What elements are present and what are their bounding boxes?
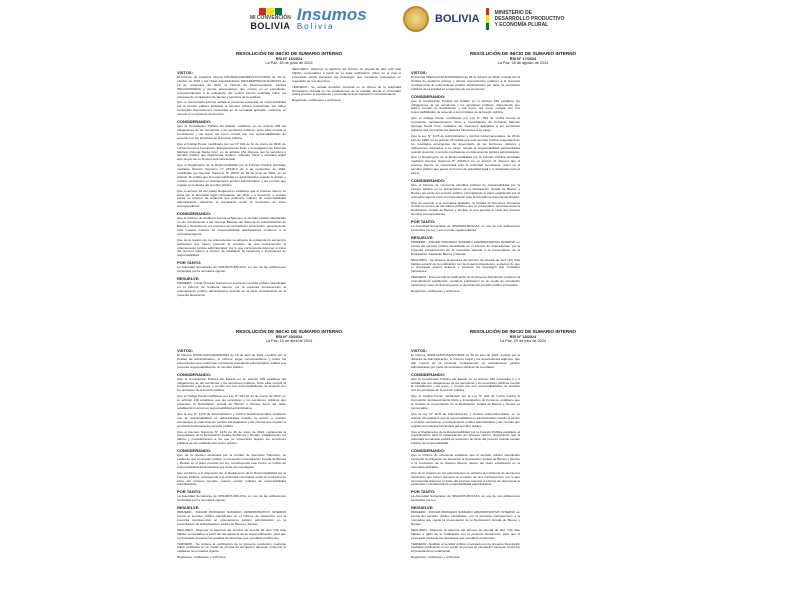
section-label: RESUELVE: [177,276,200,282]
section-label: VISTOS: [411,70,427,75]
resolution-number: RSI N° 20/2024 [275,334,303,339]
section-label: POR TANTO: [411,219,436,225]
ministry-name: MINISTERIO DE DESARROLLO PRODUCTIVO Y ECONOMÍA PLURAL [494,10,565,28]
resolution-panel [174,46,404,302]
paragraph: La Autoridad Sumariante de INSUMOS-BOLIVIA, en uso de sus atribuciones conferidas por ley: [411,494,520,503]
section-label: CONSIDERANDO: [411,177,446,183]
resolution-panel [408,324,638,580]
paragraph: Que el Código Penal, modificado por la Ley N° 004 de Lucha Contra la Corrupción, Enriquecimiento Ilícito e Investigación de Fortunas, establece que la omisión de presentación de la Declaración Jurada de Bienes y Rentas es sancionable. [411,394,520,410]
header-right [403,0,643,38]
flag-squares-icon [259,8,282,15]
paragraph: Que el informe de referencia establece que el servidor público identificado incumplió la obligación de presentar la Declaración Jurada de Bienes y Rentas a la conclusión de la relación laboral, dentro del plazo establecido en la normativa aplicable. [411,453,520,469]
paragraph: Que conforme a lo dispuesto por el Reglamento de la Responsabilidad por la Función Pública, corresponde a la autoridad sumariante emitir la resolución de inicio del proceso sumario cuando existan indicios de responsabilidad administrativa. [177,470,286,487]
resolution-place-date: La Paz, 29 de julio de 2024 [499,339,547,343]
paragraph: Que la Constitución Política del Estado en el artículo 235 establece las obligaciones de las servidoras y los servidores públicos, disponiendo que deben cumplir la Constitución y las leyes, así como cumplir con sus responsabilidades de acuerdo a los principios de la función pública. [411,98,520,115]
section-label: CONSIDERANDO: [177,119,212,125]
section-label: RESUELVE: [411,235,434,240]
paragraph: El Informe de Auditoría Interna INF/AMI/GCE/MDPI/LTC/17/2023 de 29 de octubre de 2023 y las Hojas Administrativas INF/ADM/PPEC/1/111/2023/1 de 12 de noviembre de 2023, el Informe de Recomendación Jurídica INF/JJ/LPD/2024 y demás antecedentes que cursan en el expediente, correspondientes a la evaluación del control interno realizada sobre los procesos de contratación de bienes y servicios de la entidad. [177,75,286,99]
paragraph: Que de la revisión efectuada por la Unidad de Recursos Humanos, se evidenció que el servidor público no presentó su Declaración Jurada de Bienes y Rentas en el plazo previsto por ley, constituyendo este hecho un indicio de responsabilidad administrativa que debe ser investigado. [177,453,286,469]
paragraph: El Informe INSOL/GAF/UAA/045/2024 de 26 de febrero de 2024, emitido por la Unidad de Auditoría Interna y demás antecedentes relativos a la presunta contravención al ordenamiento jurídico administrativo por parte de servidores públicos de la entidad en el ejercicio de sus funciones. [411,75,520,91]
paragraph: Que la Ley N° 1178 de Administración y Control Gubernamentales, de 20 de julio de 1990, en su artículo 28 señala que todo servidor público responderá de los resultados emergentes del desempeño de las funciones, deberes y atribuciones asignados a su cargo, siendo la responsabilidad administrativa cuando la acción u omisión contraviene el ordenamiento jurídico administrativo. [411,133,520,154]
paragraph: Que el artículo 18 del citado Reglamento establece que el proceso interno se inicia por la autoridad legal competente, de oficio o a denuncia, o cuando exista un informe de auditoría que evidencie indicios de responsabilidad administrativa, debiendo el sumariante emitir la resolución de inicio correspondiente. [177,188,286,209]
section-label: VISTOS: [177,70,193,75]
paragraph: Que de la revisión de los antecedentes se advierte la existencia de elementos suficientes que hacen presumir la comisión de una contravención, por lo que corresponde disponer el inicio del proceso sumario a efectos de determinar la existencia o inexistencia de responsabilidad administrativa. [411,470,520,487]
paragraph: Que el informe de referencia identifica indicios de responsabilidad por la función pública en la presentación de la Declaración Jurada de Bienes y Rentas por parte del servidor público, incumpliendo el plazo establecido por la normativa vigente para su presentación ante la Contraloría General del Estado. [411,182,520,199]
paragraph: Regístrese, notifíquese y archívese. [177,555,227,560]
paragraph: La Autoridad Sumariante de INSUMOS-BOLIVIA, en uso de las atribuciones conferidas por la normativa vigente: [177,265,286,274]
paragraph: Que el Código Penal, modificado por Ley N° 004 de 31 de marzo de 2010, de Lucha Contra la Corrupción, Enriquecimiento Ilícito e Investigación de Fortunas Marcelo Quiroga Santa Cruz, en su artículo 154 dispone que la servidora o servidor público que ilegalmente omitiere, rehusare hacer o retardare algún acto propio de su función será sancionado. [177,141,286,162]
paragraph: TERCERO.- Encomendar la notificación de la presente Resolución conforme al procedimiento establecido, mediante publicación en un medio de circulación nacional en caso de desconocerse el domicilio del servidor público procesado. [411,275,520,288]
flag-stripe-icon [486,8,489,30]
mi-convencion-logo [250,8,291,31]
resolution-body [411,346,635,580]
section-label: CONSIDERANDO: [411,371,446,377]
resolution-panel [174,324,404,580]
state-name: BOLIVIA [435,13,480,25]
paragraph: SEGUNDO.- Disponer la apertura del término de prueba de diez (10) días hábiles computables a partir del día siguiente de su legal notificación, para que el procesado presente las pruebas de descargo que considere pertinentes. [177,527,286,540]
paragraph: TERCERO.- Notificar al servidor público procesado con la presente Resolución mediante publicación en un medio de prensa de circulación nacional, conforme al procedimiento establecido. [411,541,520,554]
logo1-small-text: MI CONVENCIÓN [250,14,291,21]
paragraph: Que el Código Penal, modificado por Ley N° 004 de Lucha Contra la Corrupción, Enriquecimiento Ilícito e Investigación de Fortunas Marcelo Quiroga Santa Cruz, establece las sanciones aplicables a los servidores públicos que incumplan los deberes inherentes a su cargo. [411,116,520,132]
resolution-panel [408,46,638,302]
paragraph: PRIMERO.- INICIAR PROCESO SUMARIO ADMINISTRATIVO INTERNO contra el servidor público identificado en el informe de referencia, por la presunta contravención al ordenamiento jurídico administrativo en la presentación de la Declaración Jurada de Bienes y Rentas. [177,510,286,526]
paragraph: Que de la revisión de los antecedentes se advierte la existencia de elementos suficientes que hacen presumir la comisión de una contravención al ordenamiento jurídico administrativo, por lo que corresponde disponer el inicio del proceso interno a efectos de establecer la existencia o inexistencia de responsabilidad. [177,237,286,258]
flag-red-square [259,8,266,15]
resolution-title: RESOLUCIÓN DE INICIO DE SUMARIO INTERNO [469,329,577,334]
section-label: CONSIDERANDO: [411,93,446,99]
paragraph: Que la Constitución Política del Estado en su artículo 235 establece las obligaciones de las servidoras y los servidores públicos, entre ellas cumplir la Constitución y las leyes, y cumplir con sus responsabilidades de acuerdo con los principios de la función pública. [177,376,286,393]
stripe-red [486,8,489,15]
section-label: CONSIDERANDO: [177,448,212,454]
section-label: CONSIDERANDO: [177,371,212,377]
paragraph: Que el Decreto Supremo N° 1233 de 16 de mayo de 2012, reglamenta la presentación de la Declaración Jurada de Bienes y Rentas, estableciendo los plazos y procedimientos a los que se encuentran sujetos los servidores públicos de las entidades del sector público. [177,429,286,446]
section-label: RESUELVE: [411,505,434,511]
paragraph: El Informe INSOL/GAF/UAA/027/2024 de 26 de julio de 2024, emitido por la Jefatura de Administración, el Informe Legal y los antecedentes adjuntos, que dan cuenta de la presunta contravención al ordenamiento jurídico administrativo por parte de servidores públicos de la entidad. [411,353,520,369]
paragraph: TERCERO.- Se señala domicilio procesal en la oficina de la Autoridad Sumariante ubicada en las instalaciones de la entidad, donde el procesado podrá acceder al expediente y presentar la documentación correspondiente. [292,84,401,97]
stripe-yellow [486,15,489,22]
paragraph: La Autoridad Sumariante de INSUMOS-BOLIVIA, en uso de las atribuciones conferidas por la normativa vigente: [177,494,286,503]
paragraph: El Informe INSOL/GAF/UAI/026/2024 de 18 de abril de 2024, remitido por la Unidad de Administración, el Informe Legal correspondiente y todos los antecedentes que conforman el presente expediente administrativo relativo a la presunta responsabilidad de un servidor público. [177,353,286,369]
paragraph: Que la Constitución Política del Estado en su artículo 235 numerales 1 y 2 señala que son obligaciones de las servidoras y los servidores públicos cumplir la Constitución y las leyes, y cumplir con sus responsabilidades de acuerdo con los principios de la función pública. [411,376,520,393]
resolution-title: RESOLUCIÓN DE INICIO DE SUMARIO INTERNO [235,329,343,334]
resolution-number: RSI N° 17/2024 [509,56,537,61]
paragraph: Que el Reglamento de la Responsabilidad por la Función Pública establece el procedimiento para la sustanciación del proceso interno, disponiendo que la autoridad sumariante emitirá la resolución de inicio del proceso cuando existan indicios de responsabilidad. [411,429,520,446]
section-label: POR TANTO: [177,260,202,266]
paragraph: Que el mencionado informe señala la presunta existencia de responsabilidad por la función pública atribuible al servidor público involucrado, por haber incumplido disposiciones contenidas en la normativa aplicable, conforme se expone en el presente documento. [177,100,286,117]
resolution-body [177,68,401,302]
paragraph: Que el Reglamento de la Responsabilidad por la Función Pública aprobado mediante Decreto Supremo N° 23318-A, en su artículo 21 dispone que el proceso interno se sustanciará ante la autoridad sumariante, quien es el servidor público que ejerce la función de autoridad legal o el designado para el efecto. [411,155,520,176]
header-left [250,0,400,38]
flag-green-square [275,8,282,15]
paragraph: Que de acuerdo a la normativa aplicable, la Unidad de Recursos Humanos remitió la nómina de servidores públicos que no presentaron oportunamente la Declaración Jurada de Bienes y Rentas, lo que amerita el inicio del proceso sumario correspondiente. [411,200,520,217]
paragraph: SEGUNDO.- Disponer la apertura del término de prueba de diez (10) días hábiles a partir de la notificación con la presente Resolución, para que el procesado presente los descargos que considere pertinentes. [411,527,520,540]
paragraph: PRIMERO.- INICIAR PROCESO SUMARIO ADMINISTRATIVO INTERNO en contra del servidor público identificado, por la presunta contravención a la normativa que regula la presentación de la Declaración Jurada de Bienes y Rentas. [411,510,520,526]
paragraph: SEGUNDO.- Se dispone la apertura del término de prueba de diez (10) días hábiles a partir de la notificación con la presente Resolución, a efectos de que el procesado asuma defensa y presente los descargos que considere pertinentes. [411,257,520,274]
paragraph: TERCERO.- Se ordena la notificación de la presente resolución mediante edicto publicado en un medio de prensa de circulación nacional, conforme lo establece la normativa vigente. [177,541,286,554]
resolution-place-date: La Paz, 19 de abril de 2024 [265,339,313,343]
paragraph: Regístrese, notifíquese y archívese. [292,98,342,103]
section-label: RESUELVE: [177,505,200,511]
paragraph: PRIMERO.- INICIAR PROCESO SUMARIO ADMINISTRATIVO INTERNO en contra del servidor público identificado en el informe de antecedentes, por la presunta contravención de la normativa referida a la presentación de la Declaración Jurada de Bienes y Rentas. [411,240,520,256]
paragraph: SEGUNDO.- Disponer la apertura del término de prueba de diez (10) días hábiles computables a partir de su legal notificación, plazo en el cual el procesado podrá presentar los descargos que considere pertinentes en resguardo de sus derechos. [292,67,401,83]
section-label: VISTOS: [177,348,193,353]
section-label: VISTOS: [411,348,427,353]
paragraph: La Autoridad Sumariante de INSUMOS-BOLIVIA, en uso de sus atribuciones conferidas por ley y sus normas reglamentarias: [411,224,520,233]
resolution-number: RSI N° 16/2024 [275,56,303,61]
resolution-number: RSI N° 18/2024 [509,334,537,339]
insumos-bolivia-logo [297,7,367,31]
paragraph: Que el Código Penal modificado por Ley N° 004 de 31 de marzo de 2010, en su artículo 149 establece que las servidoras y los servidores públicos que presenten la Declaración Jurada de Bienes y Rentas fuera del plazo establecido incurren en responsabilidad administrativa. [177,394,286,410]
paragraph: Que la Ley N° 1178 de Administración y Control Gubernamentales, en su artículo 29 establece que la responsabilidad es administrativa cuando la acción u omisión contraviene el ordenamiento jurídico administrativo y las normas que regulan la conducta funcionaria del servidor público. [411,411,520,428]
state-seal-icon [403,6,429,32]
section-label: POR TANTO: [177,489,202,495]
resolution-body [177,346,401,580]
logo2-sub-text: Bolivia [296,22,335,31]
paragraph: Que la Constitución Política del Estado, establece en su artículo 235 las obligaciones de las servidoras y los servidores públicos, entre ellas cumplir la Constitución y las leyes, así como cumplir con sus responsabilidades de acuerdo con los principios de la función pública. [177,124,286,140]
paragraph: PRIMERO.- Iniciar Proceso Sumario en contra del servidor público identificado en el Informe de Auditoría Interna, por la presunta contravención al ordenamiento jurídico administrativo descrito en la parte considerativa de la presente Resolución. [177,281,286,297]
paragraph: Regístrese, notifíquese y archívese. [411,555,461,560]
paragraph: Que el Reglamento de la Responsabilidad por la Función Pública aprobado mediante Decreto Supremo N° 23318-A de 3 de noviembre de 1992, modificado por Decreto Supremo N° 26237 de 29 de junio de 2001, en su artículo 16 señala que la responsabilidad es administrativa cuando la acción u omisión contraviene el ordenamiento jurídico administrativo y las normas que regulan la conducta del servidor público. [177,163,286,187]
logo2-main-text: Insumos [296,5,367,24]
paragraph: Regístrese, notifíquese y archívese. [411,288,461,293]
flag-yellow-square [267,8,274,15]
section-label: CONSIDERANDO: [177,211,212,217]
logo1-big-text: BOLIVIA [250,20,291,31]
resolution-body [411,68,635,302]
resolution-title: RESOLUCIÓN DE INICIO DE SUMARIO INTERNO [235,51,343,56]
paragraph: Que la Ley N° 1178 de Administración y Control Gubernamentales establece que la responsabilidad es administrativa cuando la acción u omisión contraviene el ordenamiento jurídico administrativo y las normas que regulan la conducta funcionaria del servidor público. [177,411,286,428]
section-label: POR TANTO: [411,489,436,495]
paragraph: Que el Informe de Auditoría Interna señala que el servidor público identificado no dio cumplimiento a las Normas Básicas del Sistema de Administración de Bienes y Servicios en los procesos de contratación observados, generando de esta manera indicios de responsabilidad administrativa conforme a la normativa vigente. [177,216,286,236]
resolution-place-date: La Paz, 26 de agosto de 2024 [497,61,549,65]
section-label: CONSIDERANDO: [411,448,446,454]
resolution-title: RESOLUCIÓN DE INICIO DE SUMARIO INTERNO [469,51,577,56]
stripe-green [486,23,489,30]
resolution-place-date: La Paz, 18 de junio de 2024 [265,61,313,65]
